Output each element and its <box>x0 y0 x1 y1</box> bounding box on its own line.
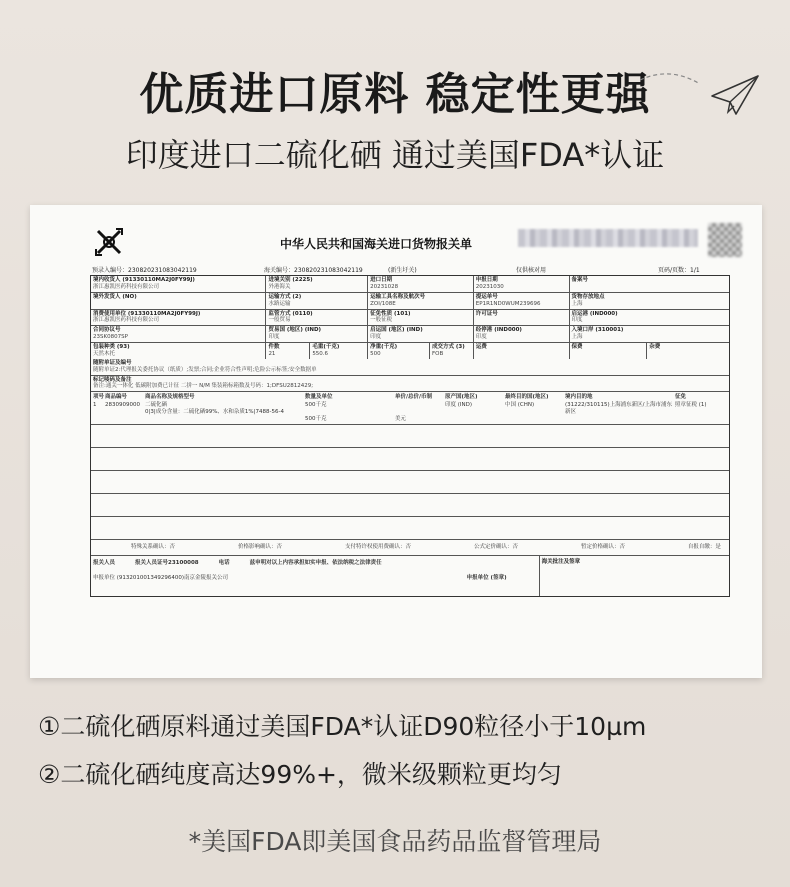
goods-header-cell: 原产国(地区) <box>445 394 478 401</box>
info-cell-value: 水路运输 <box>268 300 291 307</box>
agent-seal-label: 申报单位 (签章) <box>466 574 507 581</box>
goods-item-code: 2830909000 <box>105 402 140 409</box>
info-cell-value <box>572 284 728 291</box>
info-cell-value: 天然木托 <box>93 350 116 357</box>
info-cell-label: 运输工具名称及航次号 <box>370 293 426 300</box>
subtitle: 印度进口二硫化硒 通过美国FDA*认证 <box>125 136 665 174</box>
goods-qty-1: 500千克 <box>305 402 327 409</box>
info-cell <box>570 343 648 359</box>
docs-value: 随附单证2:代理报关委托协议（纸质）;发票;合同;企业符合性声明;危险公示标签;安全数据单 <box>93 366 317 373</box>
legal-statement: 兹申明对以上内容承担如实申报、依法纳税之法律责任 <box>249 559 382 566</box>
info-cell <box>91 293 266 309</box>
info-cell <box>266 293 368 309</box>
docs-label: 随附单证及编号 <box>93 359 132 366</box>
redacted-qr-code <box>708 223 742 257</box>
goods-header-cell: 项号 <box>93 394 105 401</box>
info-cell <box>368 310 474 326</box>
goods-destination: 中国 (CHN) <box>505 402 535 409</box>
confirm-price: 价格影响确认：否 <box>237 544 282 550</box>
info-cell-value: 外港海关 <box>268 283 291 290</box>
info-cell <box>570 310 730 326</box>
info-cell-label: 净重(千克) <box>370 344 398 350</box>
info-cell-label: 境外发货人 (NO) <box>93 293 137 300</box>
info-row <box>91 326 729 343</box>
confirm-provisional: 暂定价格确认：否 <box>580 544 625 550</box>
customs-tag: (新生圩关) <box>388 267 417 274</box>
info-cell-label: 许可证号 <box>475 310 498 317</box>
goods-name: 二硫化硒 <box>145 402 168 409</box>
info-cell <box>570 276 730 292</box>
selling-point-1: ①二硫化硒原料通过美国FDA*认证D90粒径小于10µm <box>38 712 647 741</box>
info-cell-value: 上海 <box>571 334 583 341</box>
goods-currency: 美元 <box>395 416 407 423</box>
info-cell-value: 印度 <box>370 334 382 341</box>
info-cell-value <box>476 351 567 358</box>
info-cell-value: 一般征税 <box>370 317 393 324</box>
info-cell-value: EP1R1ND0WUM239696 <box>475 300 541 307</box>
info-cell-label: 件数 <box>268 344 280 350</box>
info-cell-label: 消费使用单位 (91330110MA2J0FY99J) <box>93 310 201 317</box>
selling-point-2: ②二硫化硒纯度高达99%+，微米级颗粒更均匀 <box>38 760 562 789</box>
info-cell-value: 印度 <box>475 334 487 341</box>
preentry-number: 预录入编号：230820231083042119 <box>92 267 197 274</box>
info-cell-label: 货物存放地点 <box>571 293 605 300</box>
info-cell-value: 印度 <box>571 317 583 324</box>
goods-spec: 0|3|成分含量：二硫化硒99%、水和杂质1%|7488-56-4 <box>145 409 284 415</box>
info-cell-label: 贸易国 (地区) (IND) <box>268 327 322 334</box>
info-cell <box>474 326 570 342</box>
paper-plane-icon <box>640 66 770 136</box>
info-cell-value <box>572 351 645 358</box>
goods-qty-2: 500千克 <box>305 415 327 422</box>
goods-item <box>91 401 729 425</box>
goods-header-cell: 数量及单位 <box>305 394 333 401</box>
info-row <box>91 343 729 359</box>
info-cell-label: 申报日期 <box>475 277 498 283</box>
info-cell <box>368 276 474 292</box>
info-cell-label: 运费 <box>475 344 487 350</box>
info-cell <box>91 276 266 292</box>
goods-header-cell: 最终目的国(地区) <box>505 394 549 401</box>
info-cell-label: 提运单号 <box>475 293 498 300</box>
info-cell-label: 境内收货人 (91330110MA2J0FY99J) <box>93 277 195 283</box>
info-cell <box>266 276 368 292</box>
info-cell-value: 浙江惠凯医药科技有限公司 <box>93 317 160 324</box>
confirm-special: 特殊关系确认：否 <box>131 544 176 550</box>
goods-header-cell: 单价/总价/币制 <box>395 394 433 401</box>
info-cell-label: 进境关别 (2225) <box>268 277 313 283</box>
goods-header-cell: 商品名称及规格型号 <box>145 394 195 401</box>
info-cell-value: 一般贸易 <box>268 317 291 324</box>
info-cell-label: 运输方式 (2) <box>268 293 302 300</box>
info-cell-label: 毛重(千克) <box>312 344 340 350</box>
declaring-agent: 申报单位 (913201001349296400)南京金陵报关公司 <box>93 574 229 581</box>
info-cell-value <box>93 301 263 308</box>
info-cell-label: 成交方式 (3) <box>431 344 465 350</box>
info-cell <box>266 326 368 342</box>
info-cell-label: 包装种类 (93) <box>93 344 130 350</box>
info-cell <box>647 343 729 359</box>
info-cell-value <box>649 351 727 358</box>
info-cell <box>266 343 310 359</box>
info-cell-label: 启运国 (地区) (IND) <box>370 327 423 334</box>
goods-header-cell: 商品编号 <box>105 394 128 401</box>
docs-row <box>91 359 729 376</box>
info-cell-value: 500 <box>370 350 381 357</box>
check-note: 仅供核对用 <box>516 267 547 274</box>
info-cell-value: 20231028 <box>370 283 399 290</box>
declarer-label: 报关人员 <box>93 559 116 566</box>
info-cell <box>91 326 266 342</box>
info-cell-value: 550.6 <box>312 350 329 357</box>
declarer-cert: 报关人员证号23100008 <box>135 559 199 566</box>
info-row <box>91 276 729 293</box>
phone-label: 电话 <box>218 559 230 566</box>
info-cell <box>474 276 570 292</box>
info-cell <box>91 310 266 326</box>
info-cell <box>368 293 474 309</box>
info-cell <box>310 343 368 359</box>
info-cell <box>430 343 474 359</box>
info-cell-label: 启运港 (IND000) <box>571 310 618 317</box>
goods-item-no: 1 <box>93 402 97 409</box>
declaration-table <box>90 275 730 597</box>
redacted-barcode <box>518 229 698 247</box>
info-cell-value <box>476 317 567 324</box>
info-cell <box>368 326 474 342</box>
confirm-royalty: 支付特许权使用费确认：否 <box>344 544 411 550</box>
info-cell-label: 合同协议号 <box>93 327 121 334</box>
info-cell <box>474 343 570 359</box>
info-cell <box>368 343 430 359</box>
info-cell <box>474 293 570 309</box>
goods-section <box>91 392 729 556</box>
marks-value: 备注:通关一体化 低碳附加费已计征 二拼一 N/M 集装箱标箱数及号码：1;DFSU2812429; <box>93 383 314 390</box>
goods-origin: 印度 (IND) <box>445 402 473 409</box>
goods-domestic-destination: (31222/310115)上海浦东新区/上海市浦东新区 <box>565 402 672 415</box>
info-row <box>91 293 729 310</box>
customs-remark-label: 海关批注及签章 <box>541 558 581 565</box>
customs-declaration <box>30 205 762 678</box>
info-cell-value: 21 <box>268 350 276 357</box>
info-cell-label: 入境口岸 (310001) <box>571 327 624 334</box>
info-cell <box>91 343 266 359</box>
customs-emblem-icon <box>92 225 126 259</box>
goods-tax: 照章征税 (1) <box>675 402 707 409</box>
confirm-selfpay: 自报自缴：是 <box>687 544 721 550</box>
info-row <box>91 310 729 327</box>
info-cell-label: 经停港 (IND000) <box>475 327 522 334</box>
confirm-formula: 公式定价确认：否 <box>473 544 518 550</box>
info-cell-label: 进口日期 <box>370 277 393 283</box>
info-cell-label: 监管方式 (0110) <box>268 310 313 317</box>
info-cell-label: 杂费 <box>649 344 661 350</box>
info-cell-value: 浙江惠凯医药科技有限公司 <box>93 283 160 290</box>
footnote: *美国FDA即美国食品药品监督管理局 <box>188 827 602 856</box>
marks-label: 标记唛码及备注 <box>93 376 132 383</box>
info-cell-label: 保费 <box>571 344 583 350</box>
page-number: 页码/页数：1/1 <box>658 267 700 274</box>
marks-row <box>91 376 729 393</box>
info-cell-value: 印度 <box>268 334 280 341</box>
info-cell <box>570 293 730 309</box>
goods-header-cell: 征免 <box>675 394 687 401</box>
info-cell-value: 20231030 <box>475 283 504 290</box>
confirm-row <box>91 540 729 555</box>
info-cell <box>570 326 730 342</box>
goods-item-qty <box>305 402 395 423</box>
info-cell <box>474 310 570 326</box>
info-cell-value: ZOI/108E <box>370 300 396 307</box>
info-cell-label: 备案号 <box>571 277 589 283</box>
info-cell <box>266 310 368 326</box>
info-cell-value: 上海 <box>571 300 583 307</box>
info-cell-value: 23SK0807SP <box>93 334 128 341</box>
customs-number: 海关编号：230820231083042119 <box>264 267 363 274</box>
goods-header-cell: 境内目的地 <box>565 394 593 401</box>
declaration-row <box>91 556 729 596</box>
info-cell-label: 征免性质 (101) <box>370 310 411 317</box>
headline: 优质进口原料 稳定性更强 <box>139 69 651 120</box>
declaration-title: 中华人民共和国海关进口货物报关单 <box>280 237 473 251</box>
goods-item-name <box>145 402 305 423</box>
info-cell-value: FOB <box>431 350 444 357</box>
